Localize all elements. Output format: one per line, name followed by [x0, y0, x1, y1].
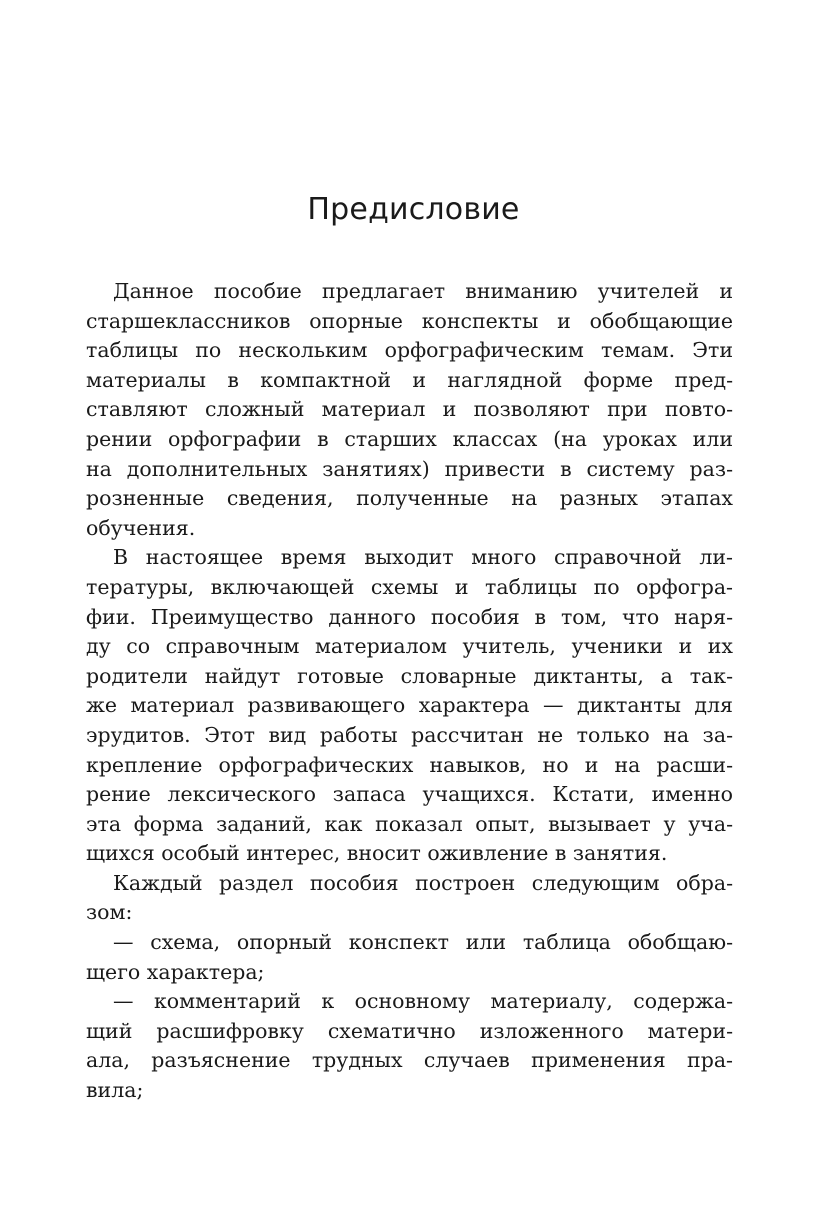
text-line: ставляют сложный материал и позволяют при повто-: [86, 397, 733, 422]
text-line: — схема, опорный конспект или таблица обобщаю-: [113, 930, 733, 955]
text-line: щего характера;: [86, 959, 265, 984]
text-line: тературы, включающей схемы и таблицы по орфогра-: [86, 574, 733, 599]
text-line: обучения.: [86, 515, 196, 540]
text-line: зом:: [86, 900, 133, 925]
text-line: старшеклассников опорные конспекты и обобщающие: [86, 308, 733, 333]
text-line: же материал развивающего характера — диктанты для: [86, 693, 733, 718]
text-line: на дополнительных занятиях) привести в систему раз-: [86, 456, 733, 481]
text-line: рении орфографии в старших классах (на уроках или: [86, 426, 733, 451]
text-line: ала, разъяснение трудных случаев применения пра-: [86, 1048, 733, 1073]
text-line: крепление орфографических навыков, но и на расши-: [86, 752, 733, 777]
text-line: Каждый раздел пособия построен следующим обра-: [113, 870, 733, 895]
list-item: [86, 928, 733, 987]
text-line: эта форма заданий, как показал опыт, вызывает у уча-: [86, 811, 733, 836]
text-line: рение лексического запаса учащихся. Кстати, именно: [86, 782, 733, 807]
text-line: В настоящее время выходит много справочной ли-: [113, 545, 733, 570]
text-line: вила;: [86, 1078, 144, 1103]
page-title: Предисловие: [307, 192, 520, 227]
text-line: эрудитов. Этот вид работы рассчитан не только на за-: [86, 722, 733, 747]
list-item: [86, 987, 733, 1105]
text-line: родители найдут готовые словарные диктанты, а так-: [86, 663, 733, 688]
body-text: [86, 277, 733, 1106]
text-line: материалы в компактной и наглядной форме пред-: [86, 367, 733, 392]
text-line: щий расшифровку схематично изложенного матери-: [86, 1018, 733, 1043]
paragraph-1: [86, 277, 733, 543]
text-line: таблицы по нескольким орфографическим темам. Эти: [86, 338, 733, 363]
paragraph-2: [86, 543, 733, 869]
text-line: ду со справочным материалом учитель, ученики и их: [86, 634, 733, 659]
text-line: — комментарий к основному материалу, содержа-: [113, 989, 733, 1014]
text-line: фии. Преимущество данного пособия в том, что наря-: [86, 604, 733, 629]
text-line: щихся особый интерес, вносит оживление в занятия.: [86, 841, 668, 866]
text-line: Данное пособие предлагает вниманию учителей и: [113, 279, 733, 303]
text-line: розненные сведения, полученные на разных этапах: [86, 486, 733, 511]
paragraph-3: [86, 869, 733, 928]
